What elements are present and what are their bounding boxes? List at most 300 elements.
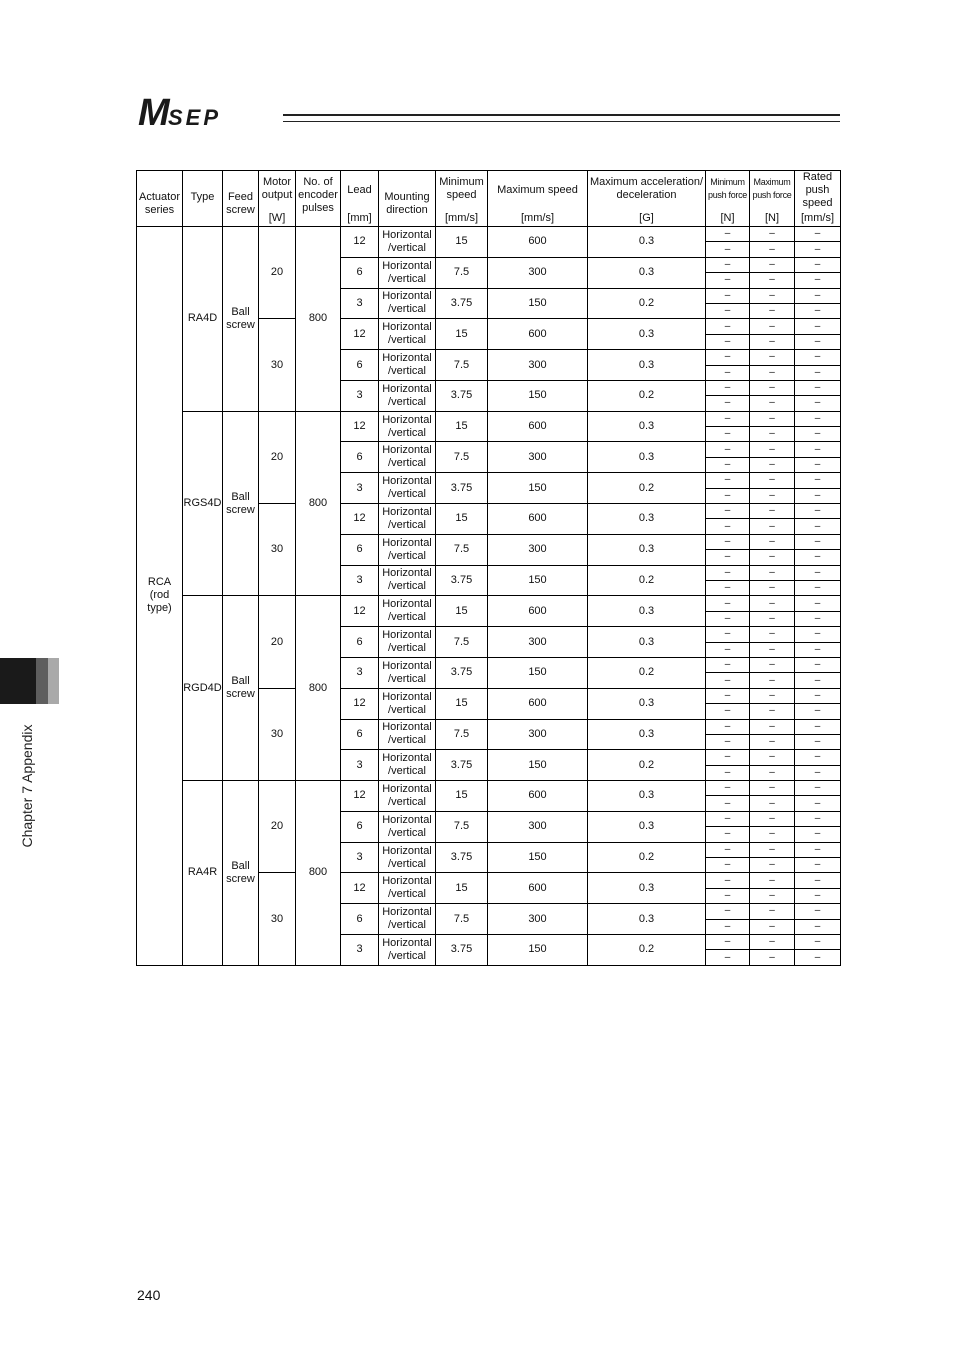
header-rule-thin xyxy=(283,121,840,122)
cell-max-push-force: – xyxy=(750,350,795,365)
cell-line: /vertical xyxy=(388,488,426,501)
cell-minimum-speed: 15 xyxy=(436,873,488,904)
cell-rated-push-speed: – xyxy=(795,457,841,472)
cell-mounting-direction xyxy=(379,750,436,781)
cell-max-push-force: – xyxy=(750,442,795,457)
cell-min-push-force: – xyxy=(706,442,750,457)
cell-lead: 3 xyxy=(341,934,379,965)
cell-min-push-force: – xyxy=(706,688,750,703)
cell-line: Horizontal xyxy=(382,875,432,888)
cell-line: Horizontal xyxy=(382,382,432,395)
cell-mounting-direction xyxy=(379,873,436,904)
cell-rated-push-speed: – xyxy=(795,273,841,288)
cell-minimum-speed: 7.5 xyxy=(436,904,488,935)
cell-mounting-direction xyxy=(379,257,436,288)
cell-line: screw xyxy=(226,503,255,516)
cell-mounting-direction xyxy=(379,380,436,411)
cell-max-push-force: – xyxy=(750,642,795,657)
cell-maximum-speed: 300 xyxy=(488,719,588,750)
cell-rated-push-speed: – xyxy=(795,858,841,873)
cell-max-acceleration: 0.2 xyxy=(588,750,706,781)
cell-max-push-force: – xyxy=(750,580,795,595)
cell-maximum-speed: 300 xyxy=(488,534,588,565)
header-maximum-speed: Maximum speed [mm/s] xyxy=(488,171,588,227)
cell-minimum-speed: 3.75 xyxy=(436,473,488,504)
cell-minimum-speed: 3.75 xyxy=(436,657,488,688)
cell-max-push-force: – xyxy=(750,734,795,749)
cell-max-push-force: – xyxy=(750,719,795,734)
cell-max-push-force: – xyxy=(750,365,795,380)
cell-min-push-force: – xyxy=(706,919,750,934)
cell-max-push-force: – xyxy=(750,765,795,780)
cell-line: Ball xyxy=(231,490,250,503)
cell-min-push-force: – xyxy=(706,858,750,873)
cell-line: /vertical xyxy=(388,518,426,531)
cell-mounting-direction xyxy=(379,842,436,873)
cell-max-push-force: – xyxy=(750,227,795,242)
cell-line: RCA xyxy=(147,576,172,589)
cell-line: /vertical xyxy=(388,549,426,562)
chapter-tab-light-block xyxy=(48,658,59,704)
header-actuator-series: Actuator series xyxy=(137,171,183,227)
cell-rated-push-speed: – xyxy=(795,673,841,688)
cell-rated-push-speed: – xyxy=(795,657,841,672)
cell-line: Horizontal xyxy=(382,936,432,949)
cell-rated-push-speed: – xyxy=(795,781,841,796)
cell-rated-push-speed: – xyxy=(795,488,841,503)
cell-max-push-force: – xyxy=(750,858,795,873)
cell-rated-push-speed: – xyxy=(795,550,841,565)
cell-mounting-direction xyxy=(379,227,436,258)
cell-lead: 3 xyxy=(341,750,379,781)
cell-lead: 6 xyxy=(341,627,379,658)
table-row xyxy=(137,411,841,426)
cell-rated-push-speed: – xyxy=(795,734,841,749)
cell-min-push-force: – xyxy=(706,473,750,488)
cell-minimum-speed: 15 xyxy=(436,411,488,442)
cell-rated-push-speed: – xyxy=(795,303,841,318)
cell-line: Horizontal xyxy=(382,536,432,549)
cell-min-push-force: – xyxy=(706,534,750,549)
cell-lead: 12 xyxy=(341,781,379,812)
cell-max-acceleration: 0.2 xyxy=(588,565,706,596)
cell-min-push-force: – xyxy=(706,227,750,242)
cell-maximum-speed: 300 xyxy=(488,904,588,935)
cell-min-push-force: – xyxy=(706,704,750,719)
cell-max-acceleration: 0.3 xyxy=(588,627,706,658)
cell-max-push-force: – xyxy=(750,427,795,442)
cell-line: Ball xyxy=(231,305,250,318)
cell-line: Horizontal xyxy=(382,259,432,272)
cell-max-push-force: – xyxy=(750,842,795,857)
cell-maximum-speed: 300 xyxy=(488,257,588,288)
cell-max-acceleration: 0.2 xyxy=(588,657,706,688)
cell-line: Horizontal xyxy=(382,906,432,919)
cell-max-push-force: – xyxy=(750,596,795,611)
cell-line: Horizontal xyxy=(382,721,432,734)
cell-type: RGD4D xyxy=(183,596,223,781)
cell-type: RA4R xyxy=(183,781,223,966)
cell-lead: 12 xyxy=(341,873,379,904)
cell-minimum-speed: 7.5 xyxy=(436,442,488,473)
cell-max-push-force: – xyxy=(750,673,795,688)
cell-min-push-force: – xyxy=(706,796,750,811)
cell-max-push-force: – xyxy=(750,611,795,626)
table-row xyxy=(137,596,841,611)
cell-motor-output: 20 xyxy=(259,781,296,873)
cell-max-push-force: – xyxy=(750,303,795,318)
cell-rated-push-speed: – xyxy=(795,350,841,365)
cell-maximum-speed: 150 xyxy=(488,934,588,965)
cell-rated-push-speed: – xyxy=(795,565,841,580)
cell-min-push-force: – xyxy=(706,380,750,395)
cell-feed-screw xyxy=(223,596,259,781)
cell-rated-push-speed: – xyxy=(795,580,841,595)
cell-feed-screw xyxy=(223,411,259,596)
cell-lead: 6 xyxy=(341,904,379,935)
cell-maximum-speed: 150 xyxy=(488,657,588,688)
cell-mounting-direction xyxy=(379,811,436,842)
table-body xyxy=(137,227,841,966)
cell-min-push-force: – xyxy=(706,781,750,796)
cell-minimum-speed: 3.75 xyxy=(436,934,488,965)
cell-lead: 6 xyxy=(341,257,379,288)
cell-max-acceleration: 0.3 xyxy=(588,504,706,535)
header-min-push-force: Minimum push force [N] xyxy=(706,171,750,227)
cell-min-push-force: – xyxy=(706,873,750,888)
cell-line: /vertical xyxy=(388,703,426,716)
cell-maximum-speed: 600 xyxy=(488,227,588,258)
header-max-push-force: Maximum push force [N] xyxy=(750,171,795,227)
cell-minimum-speed: 7.5 xyxy=(436,350,488,381)
cell-line: Horizontal xyxy=(382,782,432,795)
cell-max-push-force: – xyxy=(750,473,795,488)
cell-max-acceleration: 0.3 xyxy=(588,873,706,904)
cell-min-push-force: – xyxy=(706,750,750,765)
cell-max-push-force: – xyxy=(750,257,795,272)
cell-max-acceleration: 0.3 xyxy=(588,257,706,288)
cell-mounting-direction xyxy=(379,473,436,504)
cell-min-push-force: – xyxy=(706,334,750,349)
cell-line: Horizontal xyxy=(382,659,432,672)
cell-min-push-force: – xyxy=(706,611,750,626)
cell-max-push-force: – xyxy=(750,273,795,288)
cell-mounting-direction xyxy=(379,288,436,319)
chapter-tab-mid-block xyxy=(36,658,48,704)
header-motor-output: Motor output [W] xyxy=(259,171,296,227)
cell-max-push-force: – xyxy=(750,950,795,965)
cell-max-acceleration: 0.2 xyxy=(588,842,706,873)
header-max-acceleration: Maximum acceleration/ deceleration [G] xyxy=(588,171,706,227)
cell-line: Horizontal xyxy=(382,352,432,365)
cell-max-push-force: – xyxy=(750,888,795,903)
cell-maximum-speed: 600 xyxy=(488,688,588,719)
cell-maximum-speed: 600 xyxy=(488,319,588,350)
cell-minimum-speed: 15 xyxy=(436,781,488,812)
cell-lead: 3 xyxy=(341,842,379,873)
cell-line: /vertical xyxy=(388,888,426,901)
cell-min-push-force: – xyxy=(706,596,750,611)
cell-rated-push-speed: – xyxy=(795,365,841,380)
cell-encoder-pulses: 800 xyxy=(296,411,341,596)
cell-line: /vertical xyxy=(388,826,426,839)
cell-min-push-force: – xyxy=(706,457,750,472)
cell-rated-push-speed: – xyxy=(795,611,841,626)
cell-max-acceleration: 0.2 xyxy=(588,473,706,504)
cell-line: Horizontal xyxy=(382,629,432,642)
cell-rated-push-speed: – xyxy=(795,950,841,965)
actuator-spec-table xyxy=(136,170,841,966)
cell-rated-push-speed: – xyxy=(795,842,841,857)
cell-max-push-force: – xyxy=(750,319,795,334)
cell-max-push-force: – xyxy=(750,688,795,703)
cell-lead: 12 xyxy=(341,227,379,258)
cell-rated-push-speed: – xyxy=(795,257,841,272)
header-type: Type xyxy=(183,171,223,227)
cell-min-push-force: – xyxy=(706,396,750,411)
cell-mounting-direction xyxy=(379,534,436,565)
cell-feed-screw xyxy=(223,227,259,412)
cell-line: /vertical xyxy=(388,919,426,932)
cell-maximum-speed: 150 xyxy=(488,750,588,781)
cell-line: /vertical xyxy=(388,303,426,316)
cell-maximum-speed: 300 xyxy=(488,442,588,473)
cell-minimum-speed: 7.5 xyxy=(436,534,488,565)
cell-max-push-force: – xyxy=(750,519,795,534)
cell-minimum-speed: 15 xyxy=(436,319,488,350)
cell-line: /vertical xyxy=(388,642,426,655)
cell-minimum-speed: 15 xyxy=(436,688,488,719)
cell-type: RA4D xyxy=(183,227,223,412)
cell-maximum-speed: 150 xyxy=(488,842,588,873)
cell-rated-push-speed: – xyxy=(795,934,841,949)
cell-max-push-force: – xyxy=(750,242,795,257)
cell-line: Horizontal xyxy=(382,413,432,426)
header-encoder-pulses: No. of encoder pulses xyxy=(296,171,341,227)
cell-line: /vertical xyxy=(388,241,426,254)
cell-min-push-force: – xyxy=(706,257,750,272)
cell-min-push-force: – xyxy=(706,565,750,580)
cell-mounting-direction xyxy=(379,904,436,935)
cell-lead: 6 xyxy=(341,534,379,565)
cell-max-push-force: – xyxy=(750,627,795,642)
cell-line: Horizontal xyxy=(382,598,432,611)
header-lead: Lead [mm] xyxy=(341,171,379,227)
cell-minimum-speed: 7.5 xyxy=(436,811,488,842)
cell-maximum-speed: 150 xyxy=(488,473,588,504)
cell-minimum-speed: 3.75 xyxy=(436,380,488,411)
header-feed-screw: Feed screw xyxy=(223,171,259,227)
cell-line: /vertical xyxy=(388,611,426,624)
cell-rated-push-speed: – xyxy=(795,442,841,457)
cell-min-push-force: – xyxy=(706,734,750,749)
cell-rated-push-speed: – xyxy=(795,380,841,395)
cell-line: /vertical xyxy=(388,765,426,778)
cell-line: type) xyxy=(147,602,172,615)
page-number: 240 xyxy=(137,1287,161,1303)
cell-maximum-speed: 150 xyxy=(488,288,588,319)
cell-rated-push-speed: – xyxy=(795,642,841,657)
cell-motor-output: 30 xyxy=(259,688,296,780)
cell-mounting-direction xyxy=(379,719,436,750)
cell-minimum-speed: 15 xyxy=(436,227,488,258)
cell-line: Horizontal xyxy=(382,321,432,334)
cell-max-push-force: – xyxy=(750,334,795,349)
cell-motor-output: 30 xyxy=(259,873,296,965)
cell-rated-push-speed: – xyxy=(795,319,841,334)
cell-rated-push-speed: – xyxy=(795,719,841,734)
cell-max-acceleration: 0.3 xyxy=(588,319,706,350)
cell-max-acceleration: 0.2 xyxy=(588,288,706,319)
cell-type: RGS4D xyxy=(183,411,223,596)
cell-max-push-force: – xyxy=(750,934,795,949)
cell-line: screw xyxy=(226,688,255,701)
chapter-label-text: Chapter 7 Appendix xyxy=(19,724,35,848)
cell-minimum-speed: 3.75 xyxy=(436,750,488,781)
cell-line: Ball xyxy=(231,859,250,872)
cell-encoder-pulses: 800 xyxy=(296,227,341,412)
cell-mounting-direction xyxy=(379,442,436,473)
cell-min-push-force: – xyxy=(706,657,750,672)
cell-max-acceleration: 0.3 xyxy=(588,227,706,258)
cell-lead: 3 xyxy=(341,288,379,319)
cell-minimum-speed: 7.5 xyxy=(436,627,488,658)
cell-max-push-force: – xyxy=(750,380,795,395)
cell-line: /vertical xyxy=(388,272,426,285)
cell-line: Horizontal xyxy=(382,690,432,703)
cell-max-acceleration: 0.3 xyxy=(588,411,706,442)
cell-max-push-force: – xyxy=(750,488,795,503)
cell-min-push-force: – xyxy=(706,319,750,334)
cell-min-push-force: – xyxy=(706,519,750,534)
cell-maximum-speed: 150 xyxy=(488,565,588,596)
cell-line: /vertical xyxy=(388,395,426,408)
cell-line: Horizontal xyxy=(382,844,432,857)
cell-lead: 3 xyxy=(341,565,379,596)
cell-rated-push-speed: – xyxy=(795,396,841,411)
cell-feed-screw xyxy=(223,781,259,966)
cell-mounting-direction xyxy=(379,350,436,381)
cell-max-acceleration: 0.3 xyxy=(588,811,706,842)
cell-rated-push-speed: – xyxy=(795,534,841,549)
cell-mounting-direction xyxy=(379,657,436,688)
cell-lead: 12 xyxy=(341,504,379,535)
cell-line: Horizontal xyxy=(382,290,432,303)
cell-mounting-direction xyxy=(379,319,436,350)
cell-min-push-force: – xyxy=(706,811,750,826)
cell-line: /vertical xyxy=(388,734,426,747)
cell-line: Horizontal xyxy=(382,567,432,580)
cell-lead: 12 xyxy=(341,596,379,627)
cell-min-push-force: – xyxy=(706,904,750,919)
cell-max-push-force: – xyxy=(750,396,795,411)
cell-lead: 6 xyxy=(341,350,379,381)
cell-min-push-force: – xyxy=(706,580,750,595)
cell-max-push-force: – xyxy=(750,411,795,426)
cell-rated-push-speed: – xyxy=(795,411,841,426)
cell-max-acceleration: 0.3 xyxy=(588,904,706,935)
cell-minimum-speed: 3.75 xyxy=(436,842,488,873)
cell-min-push-force: – xyxy=(706,242,750,257)
cell-lead: 12 xyxy=(341,688,379,719)
cell-max-push-force: – xyxy=(750,657,795,672)
cell-lead: 3 xyxy=(341,473,379,504)
cell-rated-push-speed: – xyxy=(795,704,841,719)
cell-motor-output: 20 xyxy=(259,411,296,503)
cell-mounting-direction xyxy=(379,411,436,442)
cell-min-push-force: – xyxy=(706,827,750,842)
cell-rated-push-speed: – xyxy=(795,334,841,349)
cell-max-push-force: – xyxy=(750,873,795,888)
cell-mounting-direction xyxy=(379,504,436,535)
cell-encoder-pulses: 800 xyxy=(296,781,341,966)
cell-min-push-force: – xyxy=(706,642,750,657)
cell-line: /vertical xyxy=(388,857,426,870)
cell-max-push-force: – xyxy=(750,904,795,919)
cell-line: (rod xyxy=(149,589,170,602)
cell-maximum-speed: 600 xyxy=(488,781,588,812)
cell-min-push-force: – xyxy=(706,365,750,380)
cell-rated-push-speed: – xyxy=(795,519,841,534)
cell-minimum-speed: 3.75 xyxy=(436,288,488,319)
cell-max-acceleration: 0.2 xyxy=(588,380,706,411)
header-mounting-direction: Mounting direction xyxy=(379,171,436,227)
cell-rated-push-speed: – xyxy=(795,873,841,888)
cell-max-push-force: – xyxy=(750,811,795,826)
cell-rated-push-speed: – xyxy=(795,504,841,519)
cell-rated-push-speed: – xyxy=(795,827,841,842)
cell-rated-push-speed: – xyxy=(795,888,841,903)
cell-mounting-direction xyxy=(379,627,436,658)
cell-rated-push-speed: – xyxy=(795,288,841,303)
cell-max-push-force: – xyxy=(750,704,795,719)
cell-mounting-direction xyxy=(379,781,436,812)
cell-line: /vertical xyxy=(388,672,426,685)
cell-line: /vertical xyxy=(388,580,426,593)
cell-line: Ball xyxy=(231,675,250,688)
cell-max-push-force: – xyxy=(750,504,795,519)
cell-minimum-speed: 7.5 xyxy=(436,719,488,750)
cell-min-push-force: – xyxy=(706,504,750,519)
cell-min-push-force: – xyxy=(706,950,750,965)
cell-line: Horizontal xyxy=(382,752,432,765)
cell-min-push-force: – xyxy=(706,411,750,426)
cell-lead: 3 xyxy=(341,657,379,688)
cell-max-acceleration: 0.3 xyxy=(588,534,706,565)
cell-max-push-force: – xyxy=(750,565,795,580)
cell-maximum-speed: 150 xyxy=(488,380,588,411)
cell-max-acceleration: 0.3 xyxy=(588,442,706,473)
cell-lead: 6 xyxy=(341,811,379,842)
cell-max-push-force: – xyxy=(750,781,795,796)
cell-maximum-speed: 600 xyxy=(488,596,588,627)
cell-max-acceleration: 0.3 xyxy=(588,719,706,750)
cell-max-push-force: – xyxy=(750,796,795,811)
cell-line: Horizontal xyxy=(382,228,432,241)
cell-min-push-force: – xyxy=(706,842,750,857)
cell-line: /vertical xyxy=(388,795,426,808)
cell-line: Horizontal xyxy=(382,475,432,488)
cell-max-push-force: – xyxy=(750,827,795,842)
cell-maximum-speed: 600 xyxy=(488,873,588,904)
cell-rated-push-speed: – xyxy=(795,811,841,826)
cell-rated-push-speed: – xyxy=(795,473,841,488)
cell-min-push-force: – xyxy=(706,673,750,688)
cell-rated-push-speed: – xyxy=(795,427,841,442)
cell-rated-push-speed: – xyxy=(795,627,841,642)
cell-minimum-speed: 3.75 xyxy=(436,565,488,596)
logo-m-letter: M xyxy=(138,92,170,132)
